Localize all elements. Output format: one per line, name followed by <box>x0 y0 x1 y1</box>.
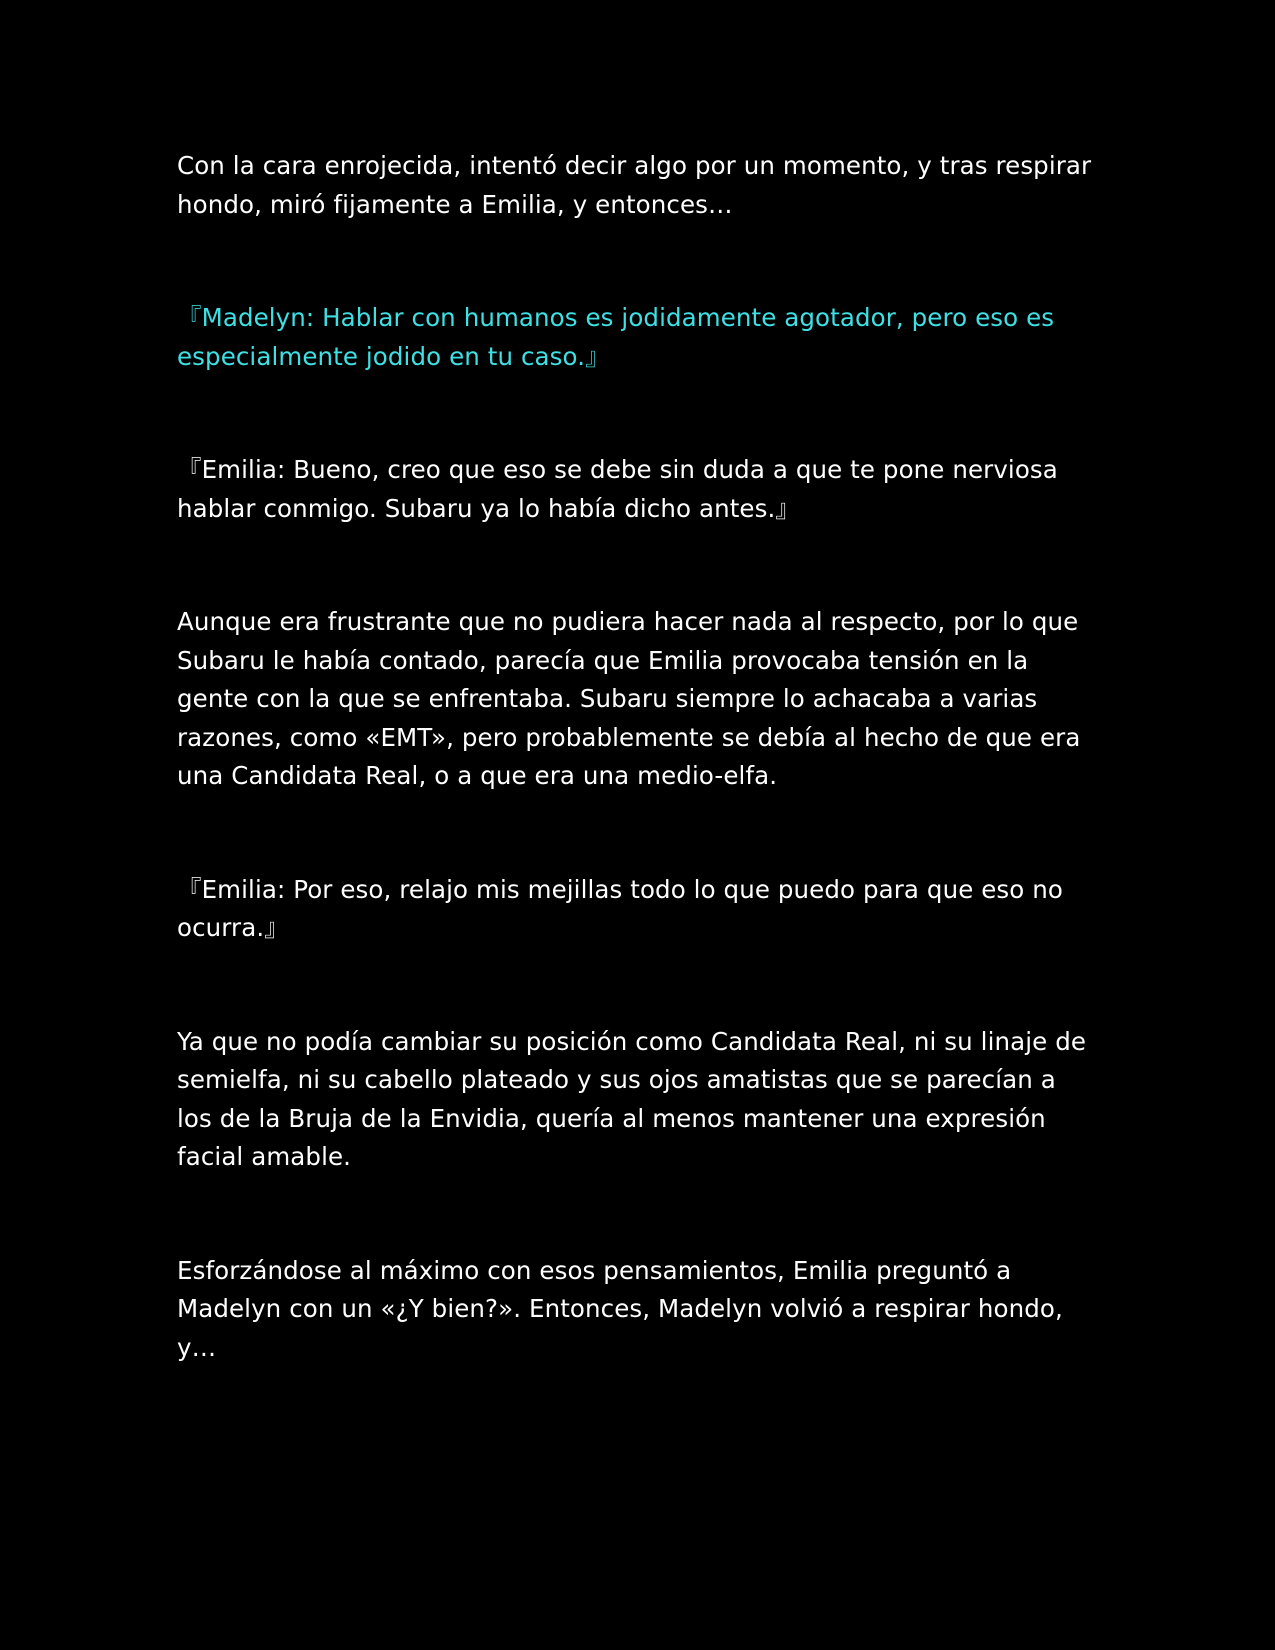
dialogue-emilia: 『Emilia: Por eso, relajo mis mejillas todo lo que puedo para que eso no ocurra.』 <box>177 874 1063 942</box>
narration-paragraph: Ya que no podía cambiar su posición como Candidata Real, ni su linaje de semielfa, ni su cabello plateado y sus ojos amatistas que se parecían a los de la Bruja de la Envidia, quería al menos mantener una expresión facial amable. <box>177 1026 1087 1171</box>
narration-paragraph: Aunque era frustrante que no pudiera hacer nada al respecto, por lo que Subaru le había contado, parecía que Emilia provocaba tensión en la gente con la que se enfrentaba. Subaru siempre lo achacaba a varias razones, como «EMT», pero probablemente se debía al hecho de que era una Candidata Real, o a que era una medio-elfa. <box>177 607 1081 790</box>
document-page <box>177 147 1092 1442</box>
dialogue-emilia: 『Emilia: Bueno, creo que eso se debe sin duda a que te pone nerviosa hablar conmigo. Subaru ya lo había dicho antes.』 <box>177 455 1058 523</box>
dialogue-madelyn: 『Madelyn: Hablar con humanos es jodidamente agotador, pero eso es especialmente jodido en tu caso.』 <box>177 303 1055 371</box>
narration-paragraph: Esforzándose al máximo con esos pensamientos, Emilia preguntó a Madelyn con un «¿Y bien?». Entonces, Madelyn volvió a respirar hondo, y… <box>177 1255 1063 1362</box>
narration-paragraph: Con la cara enrojecida, intentó decir algo por un momento, y tras respirar hondo, miró fijamente a Emilia, y entonces… <box>177 151 1092 219</box>
